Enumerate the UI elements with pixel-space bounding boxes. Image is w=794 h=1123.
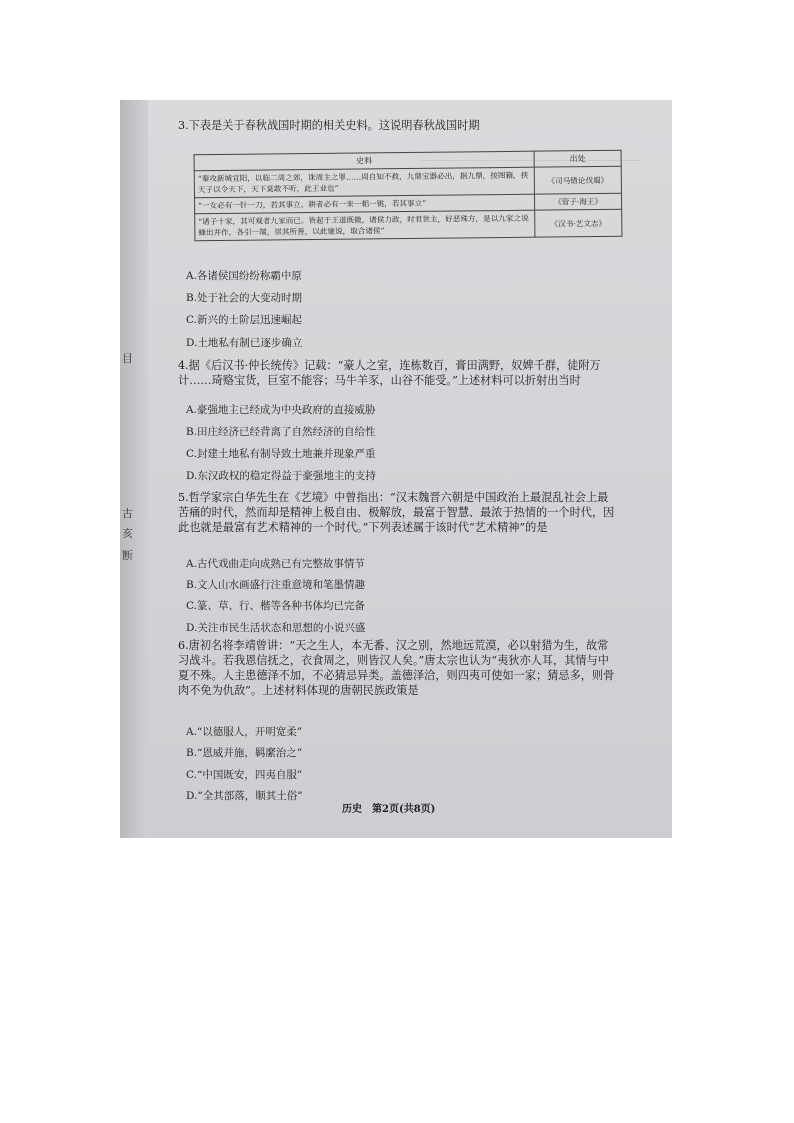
margin-fragment: 亥: [122, 527, 133, 540]
question-5-stem: 5.哲学家宗白华先生在《艺境》中曾指出：“汉末魏晋六朝是中国政治上最混乱社会上最苦痛的时代，然而却是精神上极自由、极解放，最富于智慧、最浓于热情的一个时代，因此也就是最富有艺术精神的一个时代。”下列表述属于该时代“艺术精神”的是: [178, 491, 615, 534]
document-photo: [120, 100, 672, 838]
q6-option-d: D.“全其部落，顺其土俗”: [186, 790, 303, 802]
table-cell-origin: 《管子·海王》: [534, 193, 621, 210]
q6-option-a: A.“以德服人，开明宽柔”: [186, 726, 303, 738]
q5-option-b: B.文人山水画盛行注重意境和笔墨情趣: [186, 579, 366, 591]
margin-fragment: 断: [122, 549, 133, 562]
margin-fragment: 古: [122, 507, 133, 520]
q5-option-a: A.古代戏曲走向成熟已有完整故事情节: [186, 558, 365, 570]
margin-fragment: 目: [122, 352, 133, 365]
q3-option-d: D.土地私有制已逐步确立: [186, 337, 303, 349]
q4-option-c: C.封建土地私有制导致土地兼并现象严重: [186, 448, 376, 460]
table-cell-text: “诸子十家，其可观者九家而已。皆起于王道既微，诸侯力政，时君世主，好恶殊方，是以九家之说蜂出并作，各引一端，崇其所善，以此驰说，取合诸侯”: [195, 210, 535, 241]
page-footer: 历史 第2页(共8页): [342, 804, 436, 815]
table-header-source: 史料: [194, 151, 534, 171]
q4-option-d: D.东汉政权的稳定得益于豪强地主的支持: [186, 470, 376, 482]
q3-option-b: B.处于社会的大变动时期: [186, 292, 303, 304]
q4-option-b: B.田庄经济已经背离了自然经济的自给性: [186, 426, 376, 438]
table-row: [195, 209, 622, 240]
left-page-edge: [120, 100, 148, 838]
table-cell-origin: 《汉书·艺文志》: [535, 209, 622, 237]
q3-option-a: A.各诸侯国纷纷称霸中原: [186, 270, 302, 282]
question-6-stem: 6.唐初名将李靖曾讲：“天之生人，本无番、汉之别，然地远荒漠，必以射猎为生，故常习战斗。若我恩信抚之，衣食周之，则皆汉人矣。”唐太宗也认为“夷狄亦人耳，其情与中夏不殊。人主患德泽不加，不必猜忌异类。盖德泽洽，则四夷可使如一家；猜忌多，则骨肉不免为仇敌”。上述材料体现的唐朝民族政策是: [178, 639, 615, 697]
question-3-stem: 3.下表是关于春秋战国时期的相关史料。这说明春秋战国时期: [178, 119, 480, 132]
q3-option-c: C.新兴的士阶层迅速崛起: [186, 314, 302, 326]
table-cell-text: “一女必有一针一刀，若其事立。耕者必有一耒一耜一铫，若其事立”: [195, 194, 535, 214]
q4-option-a: A.豪强地主已经成为中央政府的直接威胁: [186, 404, 376, 416]
question-4-stem: 4.据《后汉书·仲长统传》记载：“豪人之室，连栋数百，膏田满野，奴婢千群，徒附万计……琦赂宝货，巨室不能容；马牛羊豕，山谷不能受。”上述材料可以折射出当时: [178, 359, 601, 387]
source-table: [194, 150, 623, 241]
q6-option-c: C.“中国既安，四夷自服”: [186, 769, 303, 781]
table-cell-origin: 《司马错论伐蜀》: [534, 166, 621, 194]
q6-option-b: B.“恩威并施，羁縻治之”: [186, 747, 303, 759]
table-header-origin: 出处: [534, 150, 621, 167]
q5-option-c: C.篆、草、行、楷等各种书体均已完备: [186, 600, 365, 612]
table-cell-text: “秦攻新城宜阳，以临二周之郊，诛周主之罪……周自知不救，九鼎宝器必出，据九鼎，按图籍，挟天子以令天下，天下莫敢不听，此王业也”: [194, 167, 534, 198]
q5-option-d: D.关注市民生活状态和思想的小说兴盛: [186, 622, 366, 634]
